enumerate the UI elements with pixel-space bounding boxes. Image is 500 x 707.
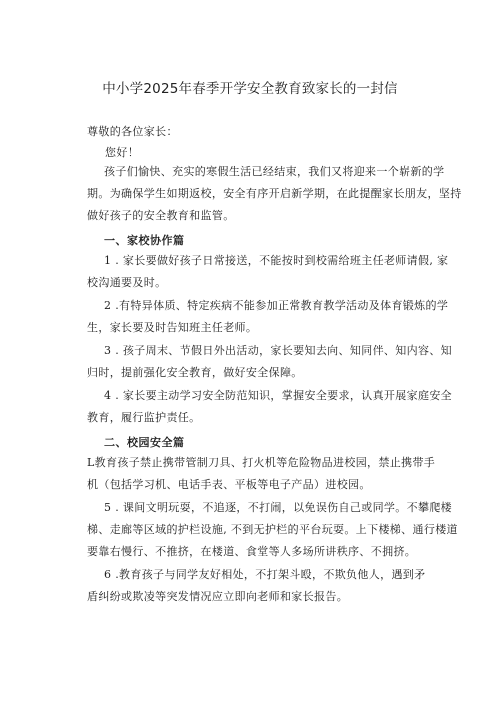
item-5-line-1: L教育孩子禁止携带管制刀具、打火机等危险物品进校园，禁止携带手 — [87, 456, 436, 469]
intro-line-3: 做好孩子的安全教育和监管。 — [87, 209, 235, 222]
item-4-line-2: 教育，履行监护责任。 — [87, 411, 201, 424]
salutation: 尊敬的各位家长： — [87, 125, 178, 138]
item-1-line-1: 1 . 家长要做好孩子日常接送，不能按时到校需给班主任老师请假, 家 — [104, 254, 449, 267]
item-5-line-2: 机（包括学习机、电话手表、平板等电子产品）进校园。 — [87, 478, 371, 491]
item-7-line-1: 6 .教育孩子与同学友好相处，不打架斗殴，不欺负他人，遇到矛 — [104, 568, 426, 581]
item-3-line-2: 归时，提前强化安全教育，做好安全保障。 — [87, 366, 303, 379]
section-heading-campus-safety: 二、校园安全篇 — [104, 436, 185, 449]
item-4-line-1: 4 . 家长要主动学习安全防范知识，掌握安全要求，认真开展家庭安全 — [104, 389, 453, 402]
intro-line-2: 期。为确保学生如期返校，安全有序开启新学期，在此提醒家长朋友，坚持 — [87, 187, 462, 200]
document-title: 中小学2025年春季开学安全教育致家长的一封信 — [102, 81, 398, 97]
section-heading-home-school: 一、家校协作篇 — [104, 234, 185, 247]
item-2-line-1: 2 .有特异体质、特定疾病不能参加正常教育教学活动及体育锻炼的学 — [104, 299, 449, 312]
item-3-line-1: 3 . 孩子周末、节假日外出活动，家长要知去向、知同伴、知内容、知 — [104, 344, 453, 357]
item-6-line-2: 梯、走廊等区域的护栏设施, 不到无护栏的平台玩耍。上下楼梯、通行楼道 — [87, 523, 458, 536]
intro-line-1: 孩子们愉快、充实的寒假生活已经结束，我们又将迎来一个崭新的学 — [104, 165, 445, 178]
item-6-line-3: 要靠右慢行、不推挤，在楼道、食堂等人多场所讲秩序、不拥挤。 — [87, 545, 417, 558]
item-1-line-2: 校沟通要及时。 — [87, 276, 167, 289]
item-6-line-1: 5 . 课间文明玩耍，不追逐，不打闹，以免误伤自己或同学。不攀爬楼 — [104, 501, 453, 514]
greeting: 您好！ — [105, 146, 140, 159]
item-7-line-2: 盾纠纷或欺凌等突发情况应立即向老师和家长报告。 — [87, 590, 349, 603]
item-2-line-2: 生，家长要及时告知班主任老师。 — [87, 321, 258, 334]
